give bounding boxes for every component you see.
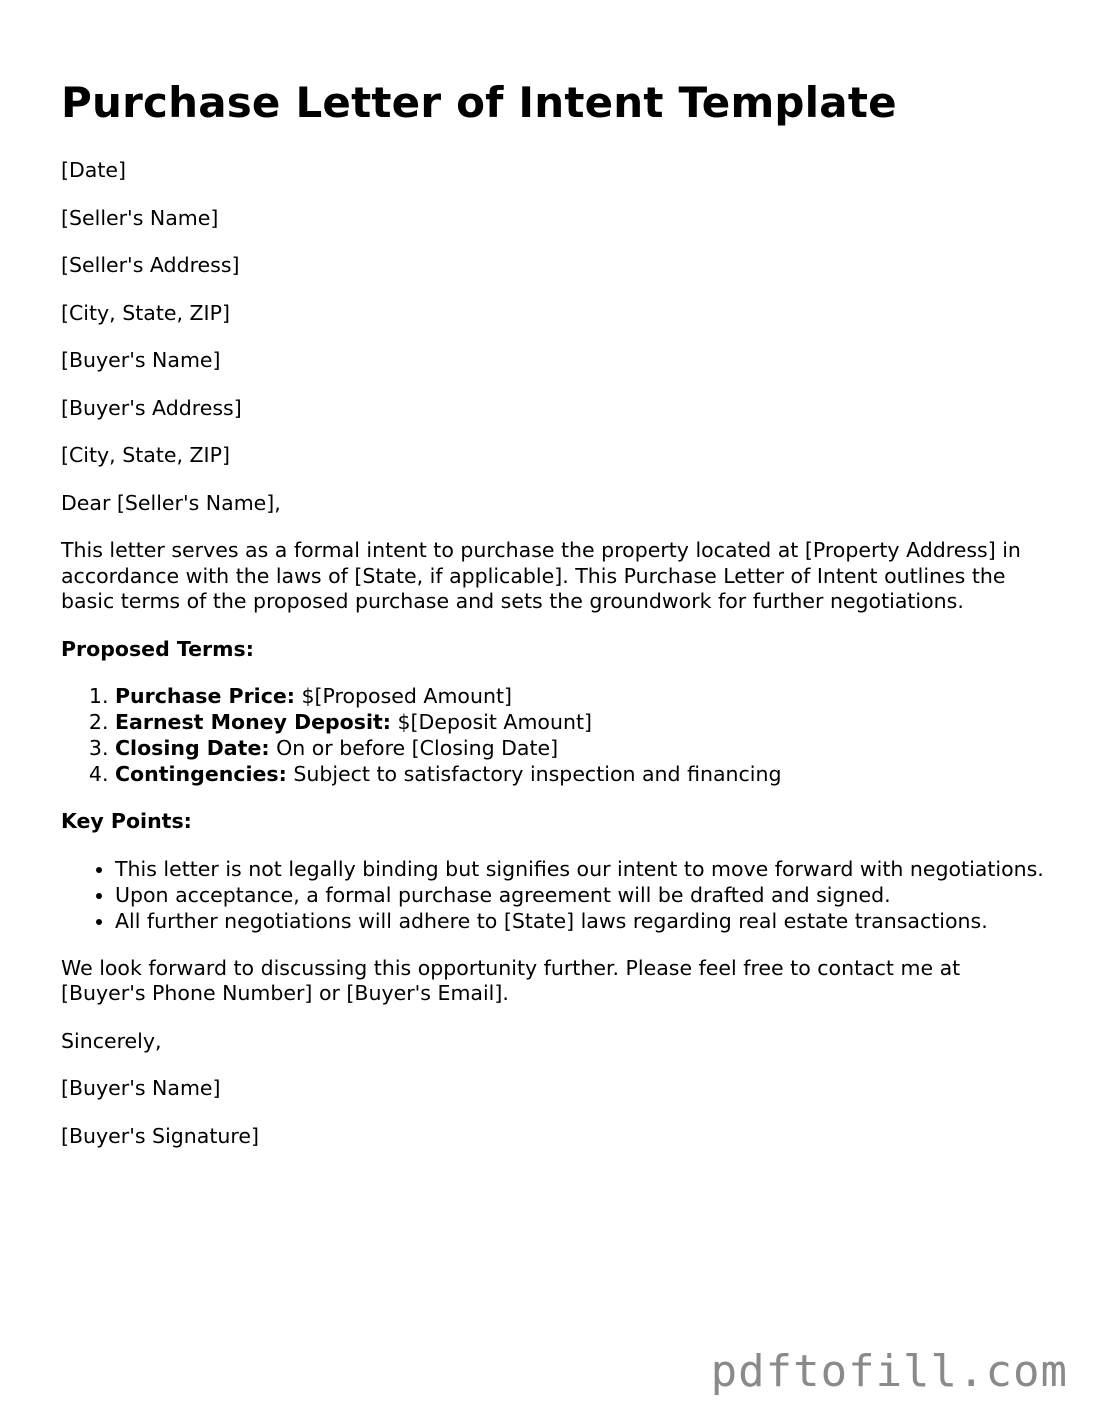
list-item — [115, 761, 1051, 787]
term-value: $[Deposit Amount] — [390, 710, 592, 734]
key-points-list — [61, 856, 1051, 934]
list-item: • This letter is not legally binding but signifies our intent to move forward with negotiations. — [115, 856, 1051, 882]
buyer-address-line: [Buyer's Address] — [61, 395, 242, 420]
proposed-terms-list — [61, 683, 1051, 787]
watermark-text: pdftofill.com — [710, 1346, 1068, 1397]
letter-page — [61, 0, 1051, 1149]
term-label: Closing Date: — [115, 736, 270, 760]
term-value: On or before [Closing Date] — [269, 736, 559, 760]
term-label: Contingencies: — [115, 762, 287, 786]
signature-buyer-signature: [Buyer's Signature] — [61, 1123, 259, 1148]
list-item: • Upon acceptance, a formal purchase agreement will be drafted and signed. — [115, 882, 1051, 908]
buyer-city-state-zip-line: [City, State, ZIP] — [61, 443, 230, 467]
intro-paragraph: This letter serves as a formal intent to purchase the property located at [Property Address] in accordance with the laws of [State, if applicable]. This Purchase Letter of Intent outlines the basic terms of the proposed purchase and sets the groundwork for further negotiations. — [61, 538, 1021, 613]
signature-buyer-name: [Buyer's Name] — [61, 1076, 221, 1100]
closing-paragraph: We look forward to discussing this opportunity further. Please feel free to contact me at [Buyer's Phone Number] or [Buyer's Email]. — [61, 955, 961, 1005]
buyer-name-line: [Buyer's Name] — [61, 348, 221, 372]
term-value: Subject to satisfactory inspection and financing — [286, 762, 782, 786]
seller-city-state-zip-line: [City, State, ZIP] — [61, 300, 230, 325]
term-value: $[Proposed Amount] — [294, 684, 512, 708]
seller-address-line: [Seller's Address] — [61, 253, 240, 277]
term-label: Purchase Price: — [115, 684, 295, 708]
seller-name-line: [Seller's Name] — [61, 205, 219, 230]
term-label: Earnest Money Deposit: — [115, 710, 391, 734]
list-item — [115, 683, 1051, 709]
list-item — [115, 735, 1051, 761]
proposed-terms-heading: Proposed Terms: — [61, 636, 254, 661]
list-item — [115, 709, 1051, 735]
list-item: • All further negotiations will adhere to [State] laws regarding real estate transactions. — [115, 908, 1051, 934]
sign-off: Sincerely, — [61, 1028, 162, 1053]
key-points-heading: Key Points: — [61, 809, 192, 833]
date-line: [Date] — [61, 158, 126, 182]
document-title: Purchase Letter of Intent Template — [61, 78, 897, 127]
salutation: Dear [Seller's Name], — [61, 490, 281, 515]
